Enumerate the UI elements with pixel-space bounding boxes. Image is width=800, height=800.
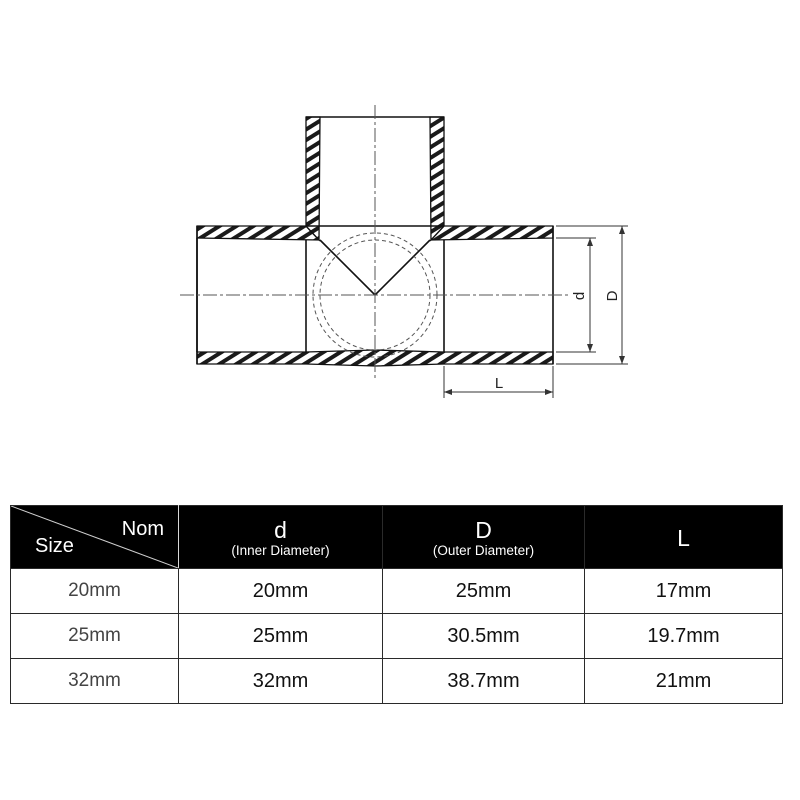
dimension-label-d: d bbox=[571, 291, 588, 301]
size-spec-table bbox=[10, 505, 783, 704]
cell-outer-diameter: 25mm bbox=[383, 569, 585, 614]
header-d-description: (Inner Diameter) bbox=[231, 543, 330, 558]
cell-length: 17mm bbox=[585, 569, 783, 614]
dimension-label-L: L bbox=[494, 375, 504, 392]
cell-size: 20mm bbox=[11, 569, 179, 614]
cell-length: 21mm bbox=[585, 659, 783, 704]
header-inner-diameter bbox=[179, 506, 383, 569]
header-length bbox=[585, 506, 783, 569]
header-D-symbol: D bbox=[475, 517, 492, 543]
header-d-symbol: d bbox=[274, 517, 287, 543]
cell-inner-diameter: 32mm bbox=[179, 659, 383, 704]
cell-outer-diameter: 30.5mm bbox=[383, 614, 585, 659]
table-row bbox=[11, 614, 783, 659]
cell-length: 19.7mm bbox=[585, 614, 783, 659]
table-row bbox=[11, 569, 783, 614]
cell-inner-diameter: 20mm bbox=[179, 569, 383, 614]
wall-top-right bbox=[431, 226, 553, 240]
header-row bbox=[11, 506, 783, 569]
corner-label-nom: Nom bbox=[121, 518, 164, 540]
table-row bbox=[11, 659, 783, 704]
corner-header-cell bbox=[11, 506, 179, 569]
cell-size: 25mm bbox=[11, 614, 179, 659]
cell-size: 32mm bbox=[11, 659, 179, 704]
cell-outer-diameter: 38.7mm bbox=[383, 659, 585, 704]
dimension-label-D: D bbox=[604, 290, 621, 302]
dimension-arrows bbox=[444, 226, 625, 395]
center-lines bbox=[180, 105, 570, 378]
wall-branch-left bbox=[306, 117, 320, 240]
dimension-lines bbox=[444, 226, 628, 398]
corner-label-size: Size bbox=[35, 535, 74, 557]
wall-top-left bbox=[197, 226, 319, 240]
cell-inner-diameter: 25mm bbox=[179, 614, 383, 659]
header-outer-diameter bbox=[383, 506, 585, 569]
wall-branch-right bbox=[430, 117, 444, 240]
header-D-description: (Outer Diameter) bbox=[432, 543, 535, 558]
header-L-symbol: L bbox=[677, 525, 690, 551]
